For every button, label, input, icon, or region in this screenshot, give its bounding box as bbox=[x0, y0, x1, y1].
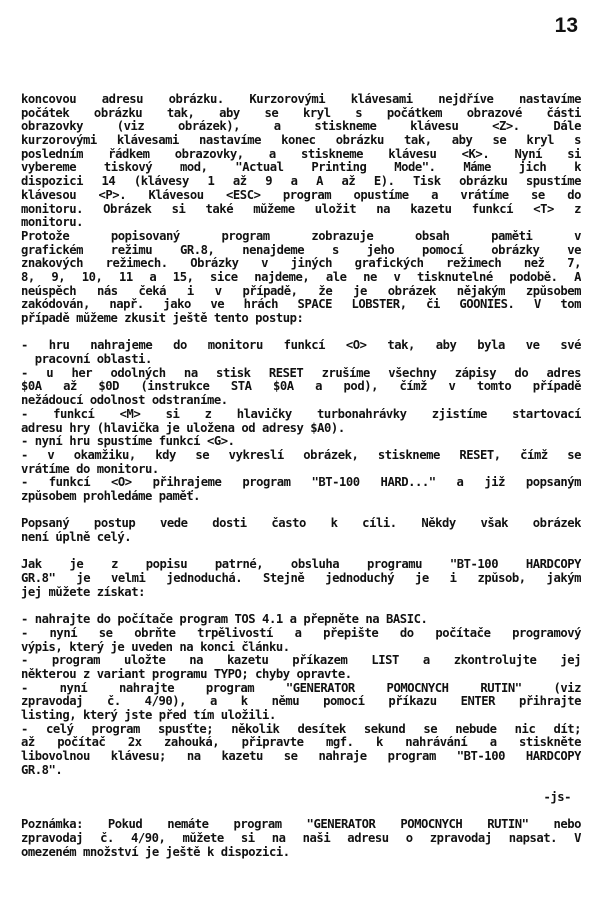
text-line: - funkcí <O> přihrajeme program "BT-100 HARD..." a již popsaným bbox=[21, 476, 581, 490]
text-line: - v okamžiku, kdy se vykreslí obrázek, stiskneme RESET, čímž se bbox=[21, 448, 581, 462]
text-line: obrazovky (viz obrázek), a stiskneme klávesu <Z>. Dále bbox=[21, 120, 581, 134]
text-line: znakových režimech. Obrázky v jiných grafických režimech než 7, bbox=[21, 257, 581, 271]
text-line: GR.8" je velmi jednoduchá. Stejně jednoduchý je i způsob, jakým bbox=[21, 572, 581, 586]
text-line: nežádoucí odolnost odstraníme. bbox=[21, 394, 228, 408]
text-line: - funkcí <M> si z hlavičky turbonahrávky zjistíme startovací bbox=[21, 407, 581, 421]
text-line: -js- bbox=[543, 791, 571, 805]
text-line: jej můžete získat: bbox=[21, 585, 145, 599]
text-line: případě můžeme zkusit ještě tento postup: bbox=[21, 312, 304, 325]
text-line: monitoru. bbox=[21, 216, 83, 230]
blank-line bbox=[21, 326, 581, 340]
text-line: dispozici 14 (klávesy 1 až 9 a A až E). Tisk obrázku spustíme bbox=[21, 175, 581, 189]
text-line: pracovní oblasti. bbox=[21, 353, 152, 367]
text-line: - nyní hru spustíme funkcí <G>. bbox=[21, 435, 235, 449]
text-line: není úplně celý. bbox=[21, 531, 132, 544]
text-line: koncovou adresu obrázku. Kurzorovými klávesami nejdříve nastavíme bbox=[21, 93, 581, 106]
text-line: Poznámka: Pokud nemáte program "GENERATOR POMOCNYCH RUTIN" nebo bbox=[21, 818, 581, 832]
text-line: $0A až $0D (instrukce STA $0A a pod), čímž v tomto případě bbox=[21, 380, 581, 394]
text-line: adresu hry (hlavička je uložena od adresy $A0). bbox=[21, 421, 345, 435]
blank-line bbox=[21, 504, 581, 518]
text-line: vybereme tiskový mod, "Actual Printing Mode". Máme jich k bbox=[21, 161, 581, 175]
text-line: Popsaný postup vede dosti často k cíli. Někdy však obrázek bbox=[21, 517, 581, 531]
blank-line bbox=[21, 545, 581, 559]
text-line: GR.8". bbox=[21, 763, 63, 777]
text-line: až počítač 2x zahouká, připravte mgf. k nahrávání a stiskněte bbox=[21, 736, 581, 750]
text-line: posledním řádkem obrazovky, a stiskneme klávesu <K>. Nyní si bbox=[21, 147, 581, 161]
text-line: zakódován, např. jako ve hrách SPACE LOBSTER, či GOONIES. V tom bbox=[21, 298, 581, 312]
text-line: - nyní nahrajte program "GENERATOR POMOCNYCH RUTIN" (viz bbox=[21, 681, 581, 695]
text-line: - celý program spusťte; několik desítek sekund se nebude nic dít; bbox=[21, 722, 581, 736]
text-line: klávesou <P>. Klávesou <ESC> program opustíme a vrátíme se do bbox=[21, 188, 581, 202]
text-line: neúspěch nás čeká i v případě, že je obrázek nějakým způsobem bbox=[21, 284, 581, 298]
text-line: libovolnou klávesu; na kazetu se nahraje program "BT-100 HARDCOPY bbox=[21, 750, 581, 763]
blank-line bbox=[21, 599, 581, 613]
text-line: některou z variant programu TYPO; chyby opravte. bbox=[21, 667, 352, 681]
page-number: 13 bbox=[554, 14, 578, 37]
text-line: - program uložte na kazetu příkazem LIST a zkontrolujte jej bbox=[21, 654, 581, 668]
text-line: - nyní se obrňte trpělivostí a přepište do počítače programový bbox=[21, 626, 581, 640]
text-line: listing, který jste před tím uložili. bbox=[21, 708, 276, 722]
text-line: Protože popisovaný program zobrazuje obsah paměti v bbox=[21, 229, 581, 243]
text-line: kurzorovými klávesami nastavíme konec obrázku tak, aby se kryl s bbox=[21, 134, 581, 148]
text-line: - u her odolných na stisk RESET zrušíme všechny zápisy do adres bbox=[21, 366, 581, 380]
text-line: Jak je z popisu patrné, obsluha programu "BT-100 HARDCOPY bbox=[21, 558, 581, 572]
text-line: způsobem prohledáme paměť. bbox=[21, 489, 201, 503]
text-line: výpis, který je uveden na konci článku. bbox=[21, 640, 290, 654]
text-line: - nahrajte do počítače program TOS 4.1 a přepněte na BASIC. bbox=[21, 613, 428, 627]
article-body bbox=[21, 93, 581, 860]
text-line: omezeném množství je ještě k dispozici. bbox=[21, 845, 290, 859]
text-line: monitoru. Obrázek si také můžeme uložit na kazetu funkcí <T> z bbox=[21, 202, 581, 216]
blank-line bbox=[21, 777, 581, 791]
text-line: - hru nahrajeme do monitoru funkcí <O> tak, aby byla ve své bbox=[21, 339, 581, 353]
text-line: zpravodaj č. 4/90, můžete si na naši adresu o zpravodaj napsat. V bbox=[21, 832, 581, 846]
text-line: 8, 9, 10, 11 a 15, sice najdeme, ale ne v tisknutelné podobě. A bbox=[21, 270, 581, 284]
text-line: počátek obrázku tak, aby se kryl s počátkem obrazové části bbox=[21, 106, 581, 120]
blank-line bbox=[21, 805, 581, 819]
text-line: grafickém režimu GR.8, nenajdeme s jeho pomocí obrázky ve bbox=[21, 243, 581, 257]
text-line: zpravodaj č. 4/90), a k němu pomocí příkazu ENTER přihrajte bbox=[21, 695, 581, 709]
text-line: vrátíme do monitoru. bbox=[21, 462, 159, 476]
